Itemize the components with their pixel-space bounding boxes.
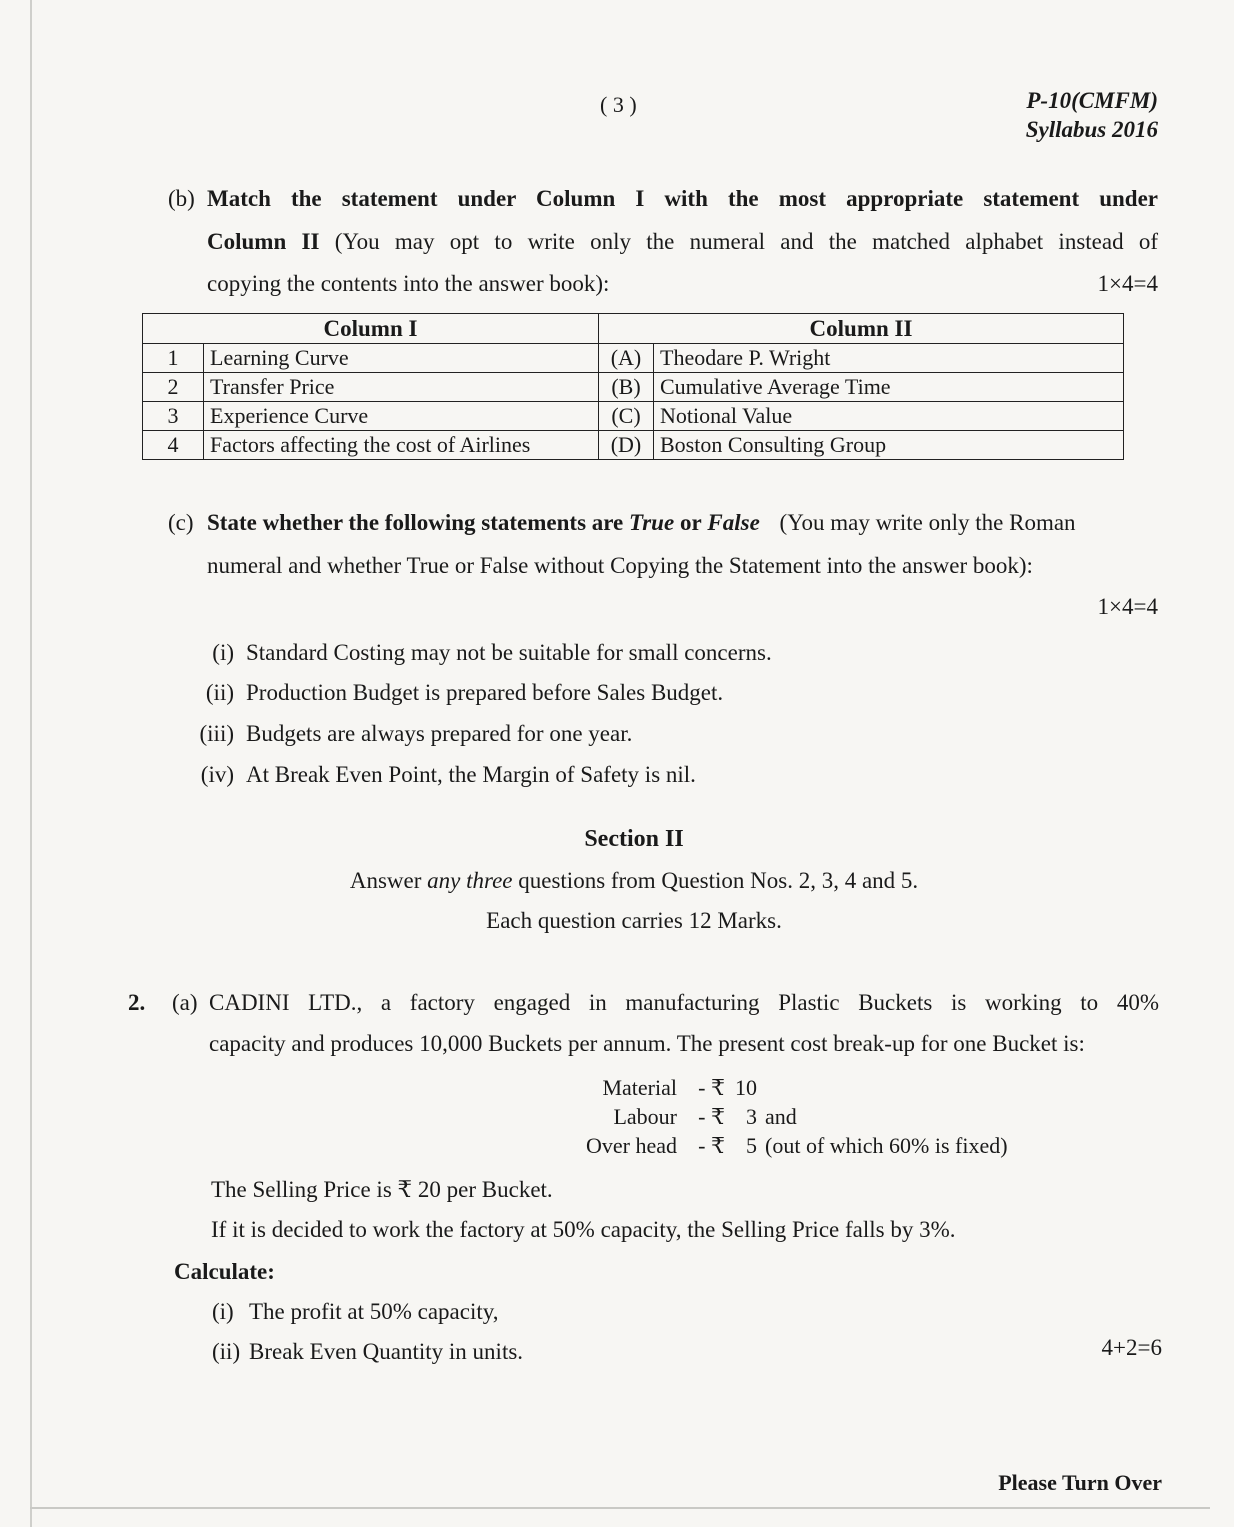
cost-breakup [560, 1073, 1008, 1160]
column-i-cell: Factors affecting the cost of Airlines [204, 431, 599, 460]
question-line1: CADINI LTD., a factory engaged in manufacturing Plastic Buckets is working to 40% [209, 990, 1159, 1015]
column-i-cell: Learning Curve [204, 344, 599, 373]
cost-value: 3 [746, 1104, 757, 1129]
column-i-cell: Experience Curve [204, 402, 599, 431]
statement-number: (ii) [205, 680, 234, 705]
row-letter: (C) [599, 402, 654, 431]
match-table-header [143, 314, 1124, 344]
cost-row-material [560, 1073, 1008, 1102]
cost-value: 10 [735, 1075, 757, 1100]
part-b-label: (b) [168, 186, 195, 211]
statement-number: (iii) [199, 721, 234, 746]
table-row [143, 344, 1124, 373]
part-c-instruction-line2: numeral and whether True or False without Copying the Statement into the answer book): [207, 553, 1033, 578]
cost-label: Over head [585, 1133, 677, 1158]
part-c-marks: 1×4=4 [1097, 594, 1158, 619]
part-b-instruction-line3: copying the contents into the answer book): [207, 271, 610, 296]
column-ii-cell: Theodare P. Wright [654, 344, 1124, 373]
question-part-label: (a) [172, 990, 198, 1015]
calc-item-text: Break Even Quantity in units. [249, 1339, 524, 1364]
row-number: 4 [143, 431, 204, 460]
part-c-label: (c) [168, 510, 194, 535]
cost-note: (out of which 60% is fixed) [765, 1133, 1008, 1158]
column-ii-cell: Cumulative Average Time [654, 373, 1124, 402]
page-number: ( 3 ) [600, 92, 637, 117]
statement-text: At Break Even Point, the Margin of Safety is nil. [246, 762, 696, 787]
calculate-heading: Calculate: [174, 1259, 275, 1284]
column-i-cell: Transfer Price [204, 373, 599, 402]
question-number: 2. [128, 990, 146, 1015]
column-ii-bold: Column II [207, 229, 320, 254]
cost-note: and [765, 1104, 797, 1129]
part-c-bold-text: State whether the following statements are [207, 510, 624, 535]
statement-text: Standard Costing may not be suitable for small concerns. [246, 640, 772, 665]
statement-text: Budgets are always prepared for one year. [246, 721, 633, 746]
selling-price: The Selling Price is ₹ 20 per Bucket. [211, 1177, 553, 1202]
cost-note [757, 1073, 765, 1102]
part-b-instruction-line2-rest: (You may opt to write only the numeral and the matched alphabet instead of [334, 229, 1159, 254]
false-word: False [707, 510, 760, 535]
question-marks: 4+2=6 [1101, 1335, 1162, 1360]
answer-word: Answer [349, 868, 422, 893]
cost-rupee: - ₹ [698, 1104, 725, 1129]
cost-rupee: - ₹ [698, 1075, 725, 1100]
section-instruction-line2: Each question carries 12 Marks. [486, 908, 782, 933]
cost-row-overhead [560, 1131, 1008, 1160]
statement-number: (i) [212, 640, 234, 665]
column-ii-header: Column II [599, 314, 1124, 344]
row-letter: (A) [599, 344, 654, 373]
section-title: Section II [584, 826, 684, 852]
cost-value: 5 [746, 1133, 757, 1158]
part-b-marks: 1×4=4 [1097, 271, 1158, 296]
match-table [142, 313, 1124, 460]
table-row [143, 402, 1124, 431]
syllabus: Syllabus 2016 [1025, 117, 1158, 142]
row-number: 1 [143, 344, 204, 373]
calc-item-number: (i) [212, 1299, 234, 1324]
please-turn-over: Please Turn Over [998, 1470, 1162, 1495]
table-row [143, 431, 1124, 460]
row-letter: (B) [599, 373, 654, 402]
part-b-instruction-line1: Match the statement under Column I with the most appropriate statement under [207, 186, 1158, 211]
table-row [143, 373, 1124, 402]
part-b-instruction-line2 [207, 229, 1158, 255]
cost-row-labour [560, 1102, 1008, 1131]
question-line2: capacity and produces 10,000 Buckets per annum. The present cost break-up for one Bucket is: [209, 1031, 1085, 1056]
scan-edge-bottom [30, 1507, 1210, 1509]
section-instruction-line1 [234, 868, 1034, 894]
true-word: True [629, 510, 675, 535]
calc-item-number: (ii) [212, 1339, 241, 1364]
row-number: 3 [143, 402, 204, 431]
column-i-header: Column I [143, 314, 599, 344]
part-c-instruction-line1 [207, 510, 1158, 536]
paper-code: P-10(CMFM) [1026, 88, 1158, 113]
calc-item-text: The profit at 50% capacity, [249, 1299, 499, 1324]
column-ii-cell: Boston Consulting Group [654, 431, 1124, 460]
row-letter: (D) [599, 431, 654, 460]
cost-rupee: - ₹ [698, 1133, 725, 1158]
scan-edge-left [30, 0, 32, 1527]
cost-label: Material [602, 1075, 677, 1100]
condition: If it is decided to work the factory at 50% capacity, the Selling Price falls by 3%. [211, 1217, 956, 1242]
part-c-instruction-rest: (You may write only the Roman [779, 510, 1076, 535]
cost-label: Labour [613, 1104, 677, 1129]
section-instruction-rest: questions from Question Nos. 2, 3, 4 and 5. [518, 868, 919, 893]
statement-number: (iv) [200, 762, 234, 787]
any-three-italic: any three [427, 868, 513, 893]
row-number: 2 [143, 373, 204, 402]
column-ii-cell: Notional Value [654, 402, 1124, 431]
or-word: or [679, 510, 702, 535]
statement-text: Production Budget is prepared before Sales Budget. [246, 680, 724, 705]
